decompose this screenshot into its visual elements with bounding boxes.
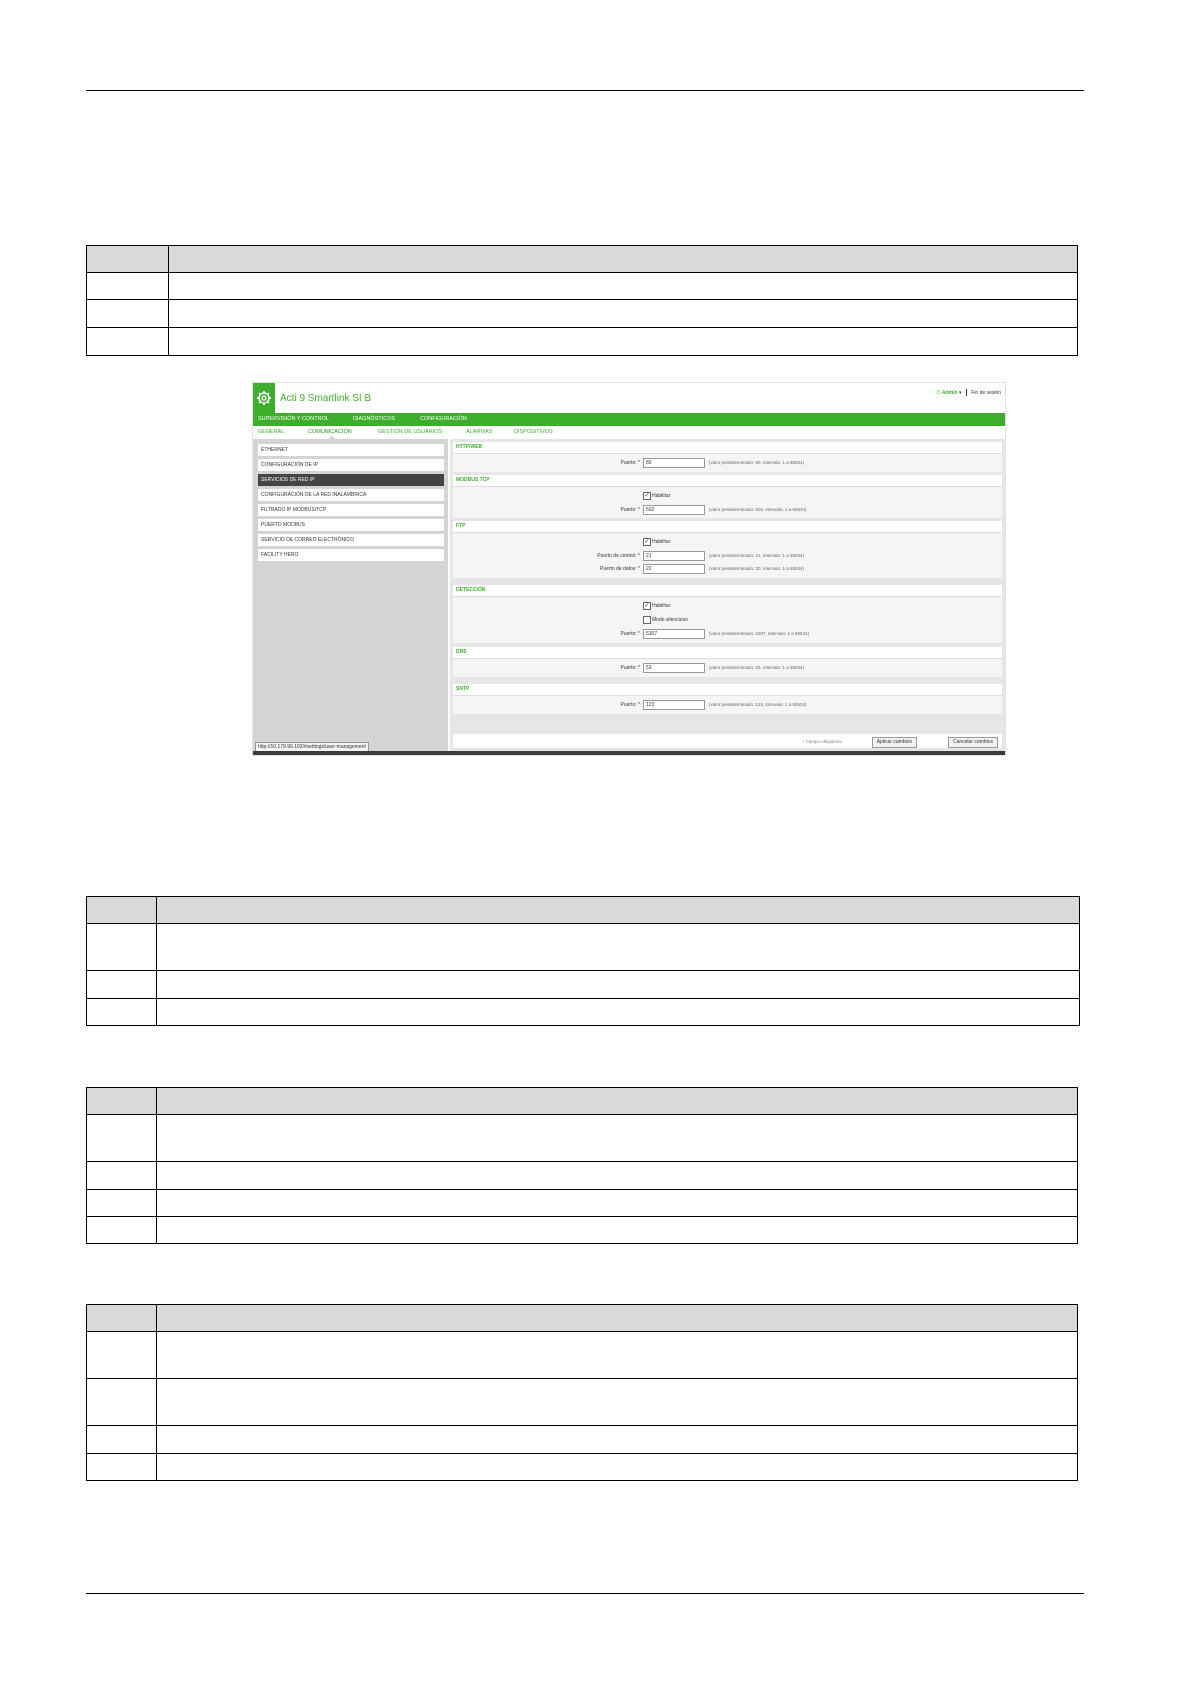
section-dns <box>453 659 1002 677</box>
main-nav <box>253 413 1005 426</box>
detection-silent-label: Modo silencioso <box>652 617 688 623</box>
table-row <box>87 1190 1078 1217</box>
header-rule <box>86 90 1084 91</box>
section-ftp-title: FTP <box>453 521 1002 533</box>
table-row <box>87 1217 1078 1244</box>
ftp-control-input[interactable]: 21 <box>643 551 705 561</box>
section-http <box>453 454 1002 472</box>
modbus-port-label: Puerto: * <box>620 507 640 513</box>
section-dns-title: DNS <box>453 647 1002 659</box>
detection-silent-checkbox[interactable] <box>643 616 651 624</box>
apply-changes-button[interactable]: Aplicar cambios <box>872 737 917 748</box>
table-header-row <box>87 246 1078 273</box>
app-title: Acti 9 Smartlink SI B <box>280 393 372 404</box>
sidebar-item-ip-filter[interactable]: FILTRADO IP MODBUS/TCP <box>258 504 444 516</box>
status-url-tooltip: http://10.179.99.102/#settings/user-management <box>255 742 369 753</box>
dns-port-input[interactable]: 53 <box>643 663 705 673</box>
sidebar-item-ip-services[interactable]: SERVICIOS DE RED IP <box>258 474 444 486</box>
user-area <box>937 389 1001 396</box>
detection-port-input[interactable]: 5307 <box>643 629 705 639</box>
logout-link[interactable]: Fin de sesión <box>971 389 1001 396</box>
modbus-enable-label: Habilitar <box>652 493 671 499</box>
ftp-control-label: Puerto de control: * <box>597 553 640 559</box>
ftp-enable-checkbox[interactable]: ✓ <box>644 539 650 545</box>
section-detection-title: DETECCIÓN <box>453 585 1002 597</box>
table-row <box>87 971 1080 999</box>
footer-rule <box>86 1593 1084 1594</box>
sntp-port-hint: (valor predeterminado: 123, intervalo: 1 a 65534) <box>709 702 807 707</box>
table-2 <box>86 896 1080 1026</box>
action-bar <box>453 734 1002 748</box>
gear-icon <box>256 390 272 406</box>
table-row <box>87 328 1078 356</box>
sub-nav <box>253 426 1005 439</box>
dns-port-hint: (valor predeterminado: 53, intervalo: 1 a 65534) <box>709 665 805 670</box>
section-detection <box>453 597 1002 643</box>
table-header-row <box>87 1305 1078 1332</box>
table-header-row <box>87 897 1080 924</box>
table-row <box>87 273 1078 300</box>
modbus-port-input[interactable]: 502 <box>643 505 705 515</box>
detection-port-label: Puerto: * <box>620 631 640 637</box>
bottom-strip <box>253 751 1005 755</box>
section-modbus-title: MODBUS TCP <box>453 475 1002 487</box>
table-4 <box>86 1304 1078 1481</box>
modbus-enable-checkbox[interactable]: ✓ <box>644 493 650 499</box>
subnav-communication[interactable]: COMUNICACIÓN <box>308 429 352 435</box>
http-port-hint: (valor predeterminado: 80, intervalo: 1 a 65534) <box>709 460 805 465</box>
embedded-screenshot <box>252 382 1006 756</box>
sntp-port-label: Puerto: * <box>620 702 640 708</box>
table-row <box>87 300 1078 328</box>
table-row <box>87 1162 1078 1190</box>
table-row <box>87 924 1080 971</box>
table-row <box>87 999 1080 1026</box>
ftp-data-label: Puerto de datos: * <box>599 566 640 572</box>
section-modbus <box>453 487 1002 518</box>
sidebar-item-modbus-port[interactable]: PUERTO MODBUS <box>258 519 444 531</box>
sidebar-item-facility-hero[interactable]: FACILITY HERO <box>258 549 444 561</box>
detection-enable-label: Habilitar <box>652 603 671 609</box>
dns-port-label: Puerto: * <box>620 665 640 671</box>
subnav-alarms[interactable]: ALARMAS <box>466 429 493 435</box>
table-row <box>87 1332 1078 1379</box>
sidebar-item-ip-config[interactable]: CONFIGURACIÓN DE IP <box>258 459 444 471</box>
table-row <box>87 1426 1078 1454</box>
http-port-input[interactable]: 80 <box>643 458 705 468</box>
table-row <box>87 1454 1078 1481</box>
subnav-general[interactable]: GENERAL <box>258 429 285 435</box>
app-header <box>253 383 1005 413</box>
ftp-control-hint: (valor predeterminado: 21, intervalo: 1 a 65534) <box>709 553 805 558</box>
settings-panel <box>450 439 1005 755</box>
table-1 <box>86 245 1078 356</box>
detection-port-hint: (valor predeterminado: 5307, intervalo: 1 a 65534) <box>709 631 810 636</box>
sidebar-item-ethernet[interactable]: ETHERNET <box>258 444 444 456</box>
nav-supervision[interactable]: SUPERVISIÓN Y CONTROL <box>258 416 329 422</box>
sntp-port-input[interactable]: 123 <box>643 700 705 710</box>
sidebar-item-wireless[interactable]: CONFIGURACIÓN DE LA RED INALÁMBRICA <box>258 489 444 501</box>
subnav-user-management[interactable]: GESTIÓN DE USUARIOS <box>378 429 443 435</box>
table-row <box>87 1115 1078 1162</box>
table-row <box>87 1379 1078 1426</box>
ftp-data-hint: (valor predeterminado: 20, intervalo: 1 a 65534) <box>709 566 805 571</box>
http-port-label: Puerto: * <box>620 460 640 466</box>
separator <box>966 389 967 396</box>
section-http-title: HTTP/WEB <box>453 442 1002 454</box>
subnav-devices[interactable]: DISPOSITIVOS <box>514 429 553 435</box>
nav-diagnostics[interactable]: DIAGNÓSTICOS <box>353 416 396 422</box>
sidebar-item-email[interactable]: SERVICIO DE CORREO ELECTRÓNICO <box>258 534 444 546</box>
chevron-down-icon[interactable]: ▾ <box>958 389 962 396</box>
section-ftp <box>453 533 1002 578</box>
required-note: * Campo obligatorio <box>802 739 842 744</box>
modbus-port-hint: (valor predeterminado: 502, intervalo: 1 a 65534) <box>709 507 807 512</box>
ftp-enable-label: Habilitar <box>652 539 671 545</box>
table-3 <box>86 1087 1078 1244</box>
gear-logo <box>253 383 275 413</box>
table-header-row <box>87 1088 1078 1115</box>
section-sntp-title: SNTP <box>453 684 1002 696</box>
power-icon[interactable]: ⏻ <box>936 389 941 396</box>
section-sntp <box>453 696 1002 714</box>
ftp-data-input[interactable]: 22 <box>643 564 705 574</box>
cancel-changes-button[interactable]: Cancelar cambios <box>948 737 998 748</box>
detection-enable-checkbox[interactable]: ✓ <box>644 603 650 609</box>
sidebar <box>253 439 448 755</box>
user-menu[interactable]: Admin <box>942 389 958 396</box>
nav-configuration[interactable]: CONFIGURACIÓN <box>420 416 467 422</box>
